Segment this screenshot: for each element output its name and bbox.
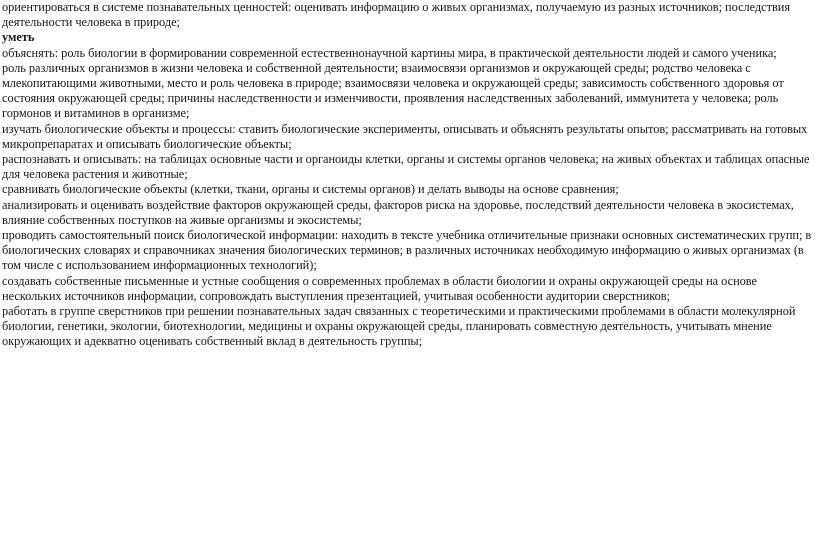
list-item: сравнивать биологические объекты (клетки, ткани, органы и системы органов) и делать выводы на основе сравнения; [2, 182, 619, 197]
section-heading: уметь [2, 30, 35, 45]
list-item: работать в группе сверстников при решении познавательных задач связанных с теоретическими и практическими проблемами в области молекулярной биологии, генетики, экологии, биотехнологии, медицины и охраны окружающей среды, планировать совместную деятельность, учитывать мнение окружающих и адекватно оценивать собственный вклад в деятельность группы; [2, 304, 796, 349]
list-item: роль различных организмов в жизни человека и собственной деятельности; взаимосвязи организмов и окружающей среды; родство человека с млекопитающими животными, место и роль человека в природе; взаимосвязи человека и окружающей среды; зависимость собственного здоровья от состояния окружающей среды; причины наследственности и изменчивости, проявления наследственных заболеваний, иммунитета у человека; роль гормонов и витаминов в организме; [2, 60, 784, 121]
intro-paragraph: ориентироваться в системе познавательных ценностей: оценивать информацию о живых организмах, получаемую из разных источников; последствия деятельности человека в природе; [2, 0, 791, 30]
list-item: создавать собственные письменные и устные сообщения о современных проблемах в области биологии и охраны окружающей среды на основе нескольких источников информации, сопровождать выступления презентацией, учитывая особенности аудитории сверстников; [2, 273, 757, 303]
list-item: анализировать и оценивать воздействие факторов окружающей среды, факторов риска на здоровье, последствий деятельности человека в экосистемах, влияние собственных поступков на живые организмы и экосистемы; [2, 197, 794, 227]
list-item: распознавать и описывать: на таблицах основные части и органоиды клетки, органы и системы органов человека; на живых объектах и таблицах опасные для человека растения и животные; [2, 152, 810, 182]
list-item: изучать биологические объекты и процессы: ставить биологические эксперименты, описывать и объяснять результаты опытов; рассматривать на готовых микропрепаратах и описывать биологические объекты; [2, 121, 808, 151]
list-item: проводить самостоятельный поиск биологической информации: находить в тексте учебника отличительные признаки основных систематических групп; в биологических словарях и справочниках значения биологических терминов; в различных источниках необходимую информацию о живых организмах (в том числе с использованием информационных технологий); [2, 228, 812, 273]
list-item: объяснять: роль биологии в формировании современной естественнонаучной картины мира, в практической деятельности людей и самого ученика; [2, 45, 777, 60]
